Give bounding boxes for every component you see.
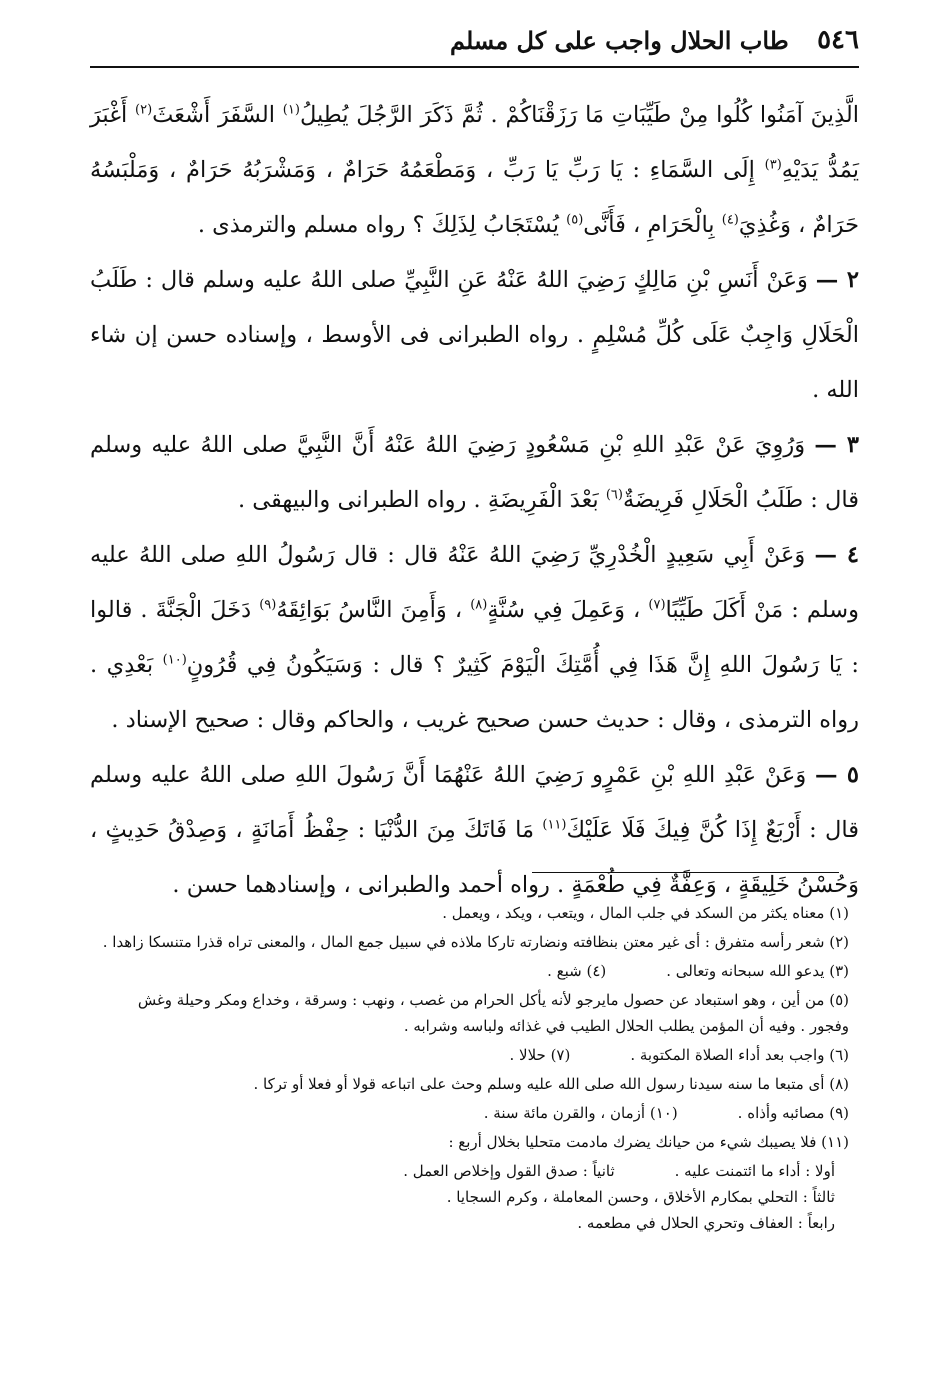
footnote-7: (٧) حلالا .	[509, 1046, 571, 1064]
text-run: وَعَنْ عَبْدِ اللهِ بْنِ عَمْرٍو رَضِيَ اللهُ عَنْهُمَا أَنَّ رَسُولَ اللهِ صلى اللهُ عليه وسلم قال : أَرْبَعٌ إِذَا كُنَّ فِيكَ فَلَا عَلَيْكَ	[90, 762, 859, 843]
footnote-ref: (٣)	[764, 157, 782, 173]
footnote-ref: (٤)	[721, 212, 739, 228]
text-run: بَعْدِي . رواه الترمذى ، وقال : حديث حسن صحيح غريب ، والحاكم وقال : صحيح الإسناد .	[90, 652, 859, 733]
footnote-11-point-2: ثانياً : صدق القول وإخلاص العمل .	[403, 1162, 615, 1180]
footnote-9: (٩) مصائبه وأذاه .	[737, 1104, 849, 1122]
footnote-11-point-1: أولا : أداء ما ائتمنت عليه .	[674, 1162, 835, 1180]
footnote-ref: (١)	[282, 102, 300, 118]
footnote-ref: (٩)	[259, 597, 277, 613]
text-run: ، وَعَمِلَ فِي سُنَّةٍ	[487, 597, 641, 623]
footnote-ref: (٥)	[566, 212, 584, 228]
footnote-1: (١) معناه يكثر من السكد في جلب المال ، ويتعب ، ويكد ، ويعمل .	[442, 904, 849, 922]
footnote-ref: (٦)	[605, 487, 623, 503]
text-run: ، وَأَمِنَ النَّاسُ بَوَائِقَهُ	[276, 597, 463, 623]
text-run: بِالْحَرَامِ ، فَأَنَّى	[583, 212, 715, 238]
hadith-2	[90, 253, 859, 418]
footnote-ref: (٢)	[135, 102, 153, 118]
hadith-4	[90, 528, 859, 748]
hadith-number: ٤ —	[814, 542, 859, 568]
text-run: وَعَنْ أَنَسِ بْنِ مَالِكٍ رَضِيَ اللهُ عَنْهُ عَنِ النَّبِيِّ صلى اللهُ عليه وسلم قال : طَلَبُ الْحَلَالِ وَاجِبٌ عَلَى كُلِّ مُسْلِمٍ . رواه الطبرانى فى الأوسط ، وإسناده حسن إن شاء الله .	[90, 267, 859, 403]
text-run: وَرُوِيَ عَنْ عَبْدِ اللهِ بْنِ مَسْعُودٍ رَضِيَ اللهُ عَنْهُ أَنَّ النَّبِيَّ صلى اللهُ عليه وسلم قال : طَلَبُ الْحَلَالِ فَرِيضَةٌ	[90, 432, 859, 513]
page-number: ٥٤٦	[817, 25, 859, 55]
text-run: السَّفَرَ أَشْعَثَ	[152, 102, 275, 128]
hadith-number: ٢ —	[815, 267, 859, 293]
footnote-4: (٤) شبع .	[547, 962, 607, 980]
footnote-2: (٢) شعر رأسه متفرق : أى غير معتن بنظافته ونضارته تاركا ملاذه في سبيل جمع المال ، والمعنى تراه قذرا متنسكا زاهدا .	[102, 933, 849, 951]
hadith-number: ٣ —	[814, 432, 859, 458]
text-run: إِلَى السَّمَاءِ : يَا رَبِّ يَا رَبِّ ، وَمَطْعَمُهُ حَرَامٌ ، وَمَشْرَبُهُ حَرَامٌ ، وَمَلْبَسُهُ حَرَامٌ ، وَغُذِيَ	[90, 157, 859, 238]
main-text	[90, 88, 859, 913]
footnote-11-point-3: ثالثاً : التحلي بمكارم الأخلاق ، وحسن المعاملة ، وكرم السجايا .	[446, 1188, 835, 1206]
footnote-pair	[94, 958, 849, 984]
footnote-3: (٣) يدعو الله سبحانه وتعالى .	[666, 962, 849, 980]
hadith-1-continuation	[90, 88, 859, 253]
footnote-10: (١٠) أزمان ، والقرن مائة سنة .	[483, 1104, 678, 1122]
footnote-11-point-4: رابعاً : العفاف وتحري الحلال في مطعمه .	[577, 1214, 835, 1232]
hadith-5	[90, 748, 859, 913]
text-run: أَغْبَرَ يَمُدُّ يَدَيْهِ	[90, 102, 860, 183]
footnote-5: (٥) من أين ، وهو استبعاد عن حصول مايرجو لأنه يأكل الحرام من غصب ، ونهب : وسرقة ، وخداع ومكر وحيلة وغش وفجور . وفيه أن المؤمن يطلب الحلال الطيب في غذائه ولباسه وشرابه .	[137, 991, 849, 1035]
footnote-ref: (١١)	[542, 817, 567, 833]
footnote-ref: (١٠)	[162, 652, 187, 668]
footnote-8: (٨) أى متبعا ما سنه سيدنا رسول الله صلى الله عليه وسلم وحث على اتباعه قولا أو فعلا أو تركا .	[253, 1075, 849, 1093]
text-run: وَعَنْ أَبِي سَعِيدٍ الْخُدْرِيِّ رَضِيَ اللهُ عَنْهُ قال : قال رَسُولُ اللهِ صلى اللهُ عليه وسلم : مَنْ أَكَلَ طَيِّبًا	[90, 542, 860, 623]
page-header	[90, 18, 859, 62]
text-run: مَا فَاتَكَ مِنَ الدُّنْيَا : حِفْظُ أَمَانَةٍ ، وَصِدْقُ حَدِيثٍ ، وَحُسْنُ خَلِيقَةٍ ، وَعِفَّةٌ فِي طُعْمَةٍ . رواه أحمد والطبرانى ، وإسنادهما حسن .	[90, 817, 859, 898]
header-rule	[90, 66, 859, 68]
text-run: بَعْدَ الْفَرِيضَةِ . رواه الطبرانى والبيهقى .	[237, 487, 599, 513]
hadith-3	[90, 418, 859, 528]
footnote-6: (٦) واجب بعد أداء الصلاة المكتوبة .	[630, 1046, 849, 1064]
footnote-pair	[94, 1042, 849, 1068]
footnote-ref: (٨)	[470, 597, 488, 613]
text-run: يُسْتَجَابُ لِذَلِكَ ؟ رواه مسلم والترمذى .	[197, 212, 559, 238]
running-title: طاب الحلال واجب على كل مسلم	[450, 25, 789, 55]
hadith-number: ٥ —	[814, 762, 860, 788]
footnote-separator	[532, 872, 839, 873]
footnote-ref: (٧)	[648, 597, 666, 613]
footnotes	[94, 900, 849, 1236]
text-run: دَخَلَ الْجَنَّةَ . قالوا : يَا رَسُولَ اللهِ إِنَّ هَذَا فِي أُمَّتِكَ الْيَوْمَ كَثِيرٌ ؟ قال : وَسَيَكُونُ فِي قُرُونٍ	[90, 597, 860, 678]
footnote-11: (١١) فلا يصيبك شيء من حيانك يضرك مادمت متحليا بخلال أربع :	[448, 1133, 849, 1151]
footnote-pair	[94, 1100, 849, 1126]
text-run: الَّذِينَ آمَنُوا كُلُوا مِنْ طَيِّبَاتِ مَا رَزَقْنَاكُمْ . ثُمَّ ذَكَرَ الرَّجُلَ يُطِيلُ	[299, 102, 859, 128]
footnote-11-points	[94, 1158, 835, 1184]
